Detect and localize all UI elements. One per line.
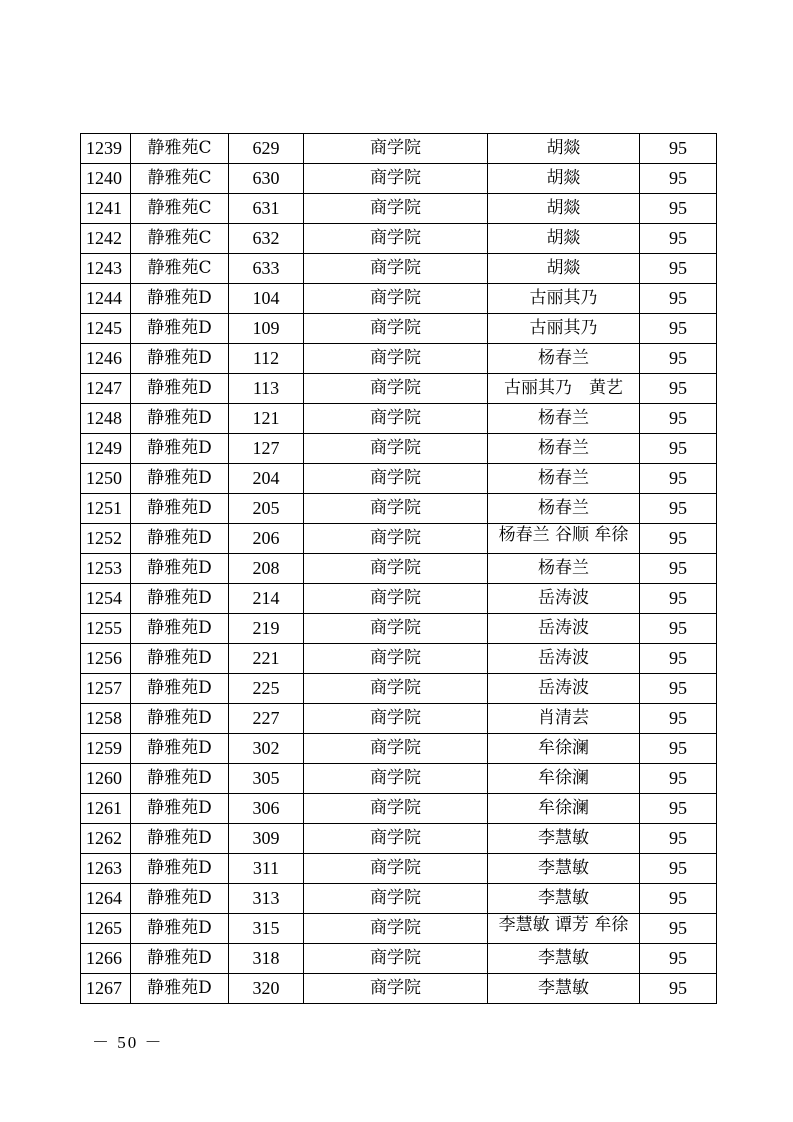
- cell-serial-number: 1255: [81, 614, 131, 644]
- cell-person-name: 李慧敏: [488, 884, 640, 914]
- cell-college: 商学院: [304, 764, 488, 794]
- cell-person-name: 牟徐澜: [488, 734, 640, 764]
- inspection-table: [80, 133, 717, 1004]
- cell-person-name: 杨春兰 谷顺 牟徐: [488, 524, 640, 554]
- cell-person-name: 胡燚: [488, 224, 640, 254]
- table-row: [81, 254, 717, 284]
- cell-person-name: 肖清芸: [488, 704, 640, 734]
- cell-serial-number: 1252: [81, 524, 131, 554]
- table-row: [81, 404, 717, 434]
- cell-score: 95: [640, 764, 717, 794]
- cell-person-name: 胡燚: [488, 164, 640, 194]
- cell-serial-number: 1251: [81, 494, 131, 524]
- cell-person-name: 胡燚: [488, 254, 640, 284]
- cell-score: 95: [640, 134, 717, 164]
- table-body: [81, 134, 717, 1004]
- cell-serial-number: 1263: [81, 854, 131, 884]
- cell-score: 95: [640, 554, 717, 584]
- table-row: [81, 974, 717, 1004]
- cell-college: 商学院: [304, 524, 488, 554]
- cell-person-name: 杨春兰: [488, 554, 640, 584]
- table-row: [81, 554, 717, 584]
- cell-building: 静雅苑D: [131, 884, 229, 914]
- table-row: [81, 164, 717, 194]
- table-row: [81, 854, 717, 884]
- cell-college: 商学院: [304, 854, 488, 884]
- table-row: [81, 284, 717, 314]
- cell-room-number: 629: [229, 134, 304, 164]
- cell-serial-number: 1242: [81, 224, 131, 254]
- cell-building: 静雅苑D: [131, 824, 229, 854]
- cell-serial-number: 1240: [81, 164, 131, 194]
- cell-room-number: 214: [229, 584, 304, 614]
- cell-serial-number: 1266: [81, 944, 131, 974]
- cell-serial-number: 1245: [81, 314, 131, 344]
- cell-room-number: 311: [229, 854, 304, 884]
- cell-college: 商学院: [304, 704, 488, 734]
- cell-room-number: 109: [229, 314, 304, 344]
- cell-serial-number: 1247: [81, 374, 131, 404]
- cell-room-number: 127: [229, 434, 304, 464]
- cell-serial-number: 1261: [81, 794, 131, 824]
- cell-college: 商学院: [304, 464, 488, 494]
- cell-room-number: 306: [229, 794, 304, 824]
- cell-score: 95: [640, 194, 717, 224]
- cell-serial-number: 1248: [81, 404, 131, 434]
- cell-building: 静雅苑D: [131, 284, 229, 314]
- cell-college: 商学院: [304, 134, 488, 164]
- cell-serial-number: 1256: [81, 644, 131, 674]
- cell-building: 静雅苑D: [131, 314, 229, 344]
- cell-room-number: 315: [229, 914, 304, 944]
- cell-score: 95: [640, 614, 717, 644]
- cell-room-number: 219: [229, 614, 304, 644]
- cell-score: 95: [640, 944, 717, 974]
- cell-score: 95: [640, 494, 717, 524]
- cell-score: 95: [640, 254, 717, 284]
- cell-person-name: 牟徐澜: [488, 794, 640, 824]
- cell-score: 95: [640, 404, 717, 434]
- cell-serial-number: 1244: [81, 284, 131, 314]
- cell-college: 商学院: [304, 554, 488, 584]
- cell-room-number: 630: [229, 164, 304, 194]
- cell-serial-number: 1253: [81, 554, 131, 584]
- cell-college: 商学院: [304, 494, 488, 524]
- cell-college: 商学院: [304, 404, 488, 434]
- cell-person-name: 牟徐澜: [488, 764, 640, 794]
- cell-college: 商学院: [304, 434, 488, 464]
- cell-college: 商学院: [304, 614, 488, 644]
- table-row: [81, 644, 717, 674]
- cell-building: 静雅苑D: [131, 794, 229, 824]
- cell-score: 95: [640, 344, 717, 374]
- cell-building: 静雅苑C: [131, 194, 229, 224]
- cell-room-number: 305: [229, 764, 304, 794]
- cell-room-number: 221: [229, 644, 304, 674]
- cell-serial-number: 1239: [81, 134, 131, 164]
- cell-person-name: 杨春兰: [488, 344, 640, 374]
- cell-room-number: 208: [229, 554, 304, 584]
- cell-college: 商学院: [304, 734, 488, 764]
- cell-person-name: 岳涛波: [488, 644, 640, 674]
- cell-serial-number: 1241: [81, 194, 131, 224]
- table-row: [81, 614, 717, 644]
- table-row: [81, 464, 717, 494]
- cell-serial-number: 1264: [81, 884, 131, 914]
- cell-room-number: 205: [229, 494, 304, 524]
- cell-college: 商学院: [304, 884, 488, 914]
- cell-college: 商学院: [304, 254, 488, 284]
- cell-college: 商学院: [304, 794, 488, 824]
- table-row: [81, 434, 717, 464]
- cell-serial-number: 1267: [81, 974, 131, 1004]
- cell-college: 商学院: [304, 944, 488, 974]
- cell-building: 静雅苑D: [131, 644, 229, 674]
- cell-person-name: 李慧敏: [488, 824, 640, 854]
- cell-score: 95: [640, 284, 717, 314]
- table-row: [81, 674, 717, 704]
- table-row: [81, 704, 717, 734]
- table-row: [81, 824, 717, 854]
- table-row: [81, 524, 717, 554]
- cell-building: 静雅苑D: [131, 764, 229, 794]
- cell-score: 95: [640, 434, 717, 464]
- cell-score: 95: [640, 374, 717, 404]
- cell-serial-number: 1243: [81, 254, 131, 284]
- cell-college: 商学院: [304, 314, 488, 344]
- table-row: [81, 914, 717, 944]
- cell-college: 商学院: [304, 914, 488, 944]
- table-row: [81, 374, 717, 404]
- cell-college: 商学院: [304, 374, 488, 404]
- table-row: [81, 944, 717, 974]
- cell-room-number: 113: [229, 374, 304, 404]
- cell-building: 静雅苑D: [131, 734, 229, 764]
- cell-score: 95: [640, 704, 717, 734]
- cell-person-name: 古丽其乃 黄艺: [488, 374, 640, 404]
- cell-college: 商学院: [304, 164, 488, 194]
- cell-building: 静雅苑D: [131, 944, 229, 974]
- cell-person-name: 杨春兰: [488, 404, 640, 434]
- page-number: － 50 －: [92, 1033, 164, 1052]
- table-row: [81, 734, 717, 764]
- cell-building: 静雅苑D: [131, 434, 229, 464]
- cell-room-number: 104: [229, 284, 304, 314]
- cell-person-name: 岳涛波: [488, 584, 640, 614]
- cell-college: 商学院: [304, 644, 488, 674]
- cell-room-number: 313: [229, 884, 304, 914]
- cell-score: 95: [640, 824, 717, 854]
- cell-person-name: 李慧敏: [488, 854, 640, 884]
- cell-room-number: 206: [229, 524, 304, 554]
- cell-room-number: 632: [229, 224, 304, 254]
- cell-score: 95: [640, 164, 717, 194]
- cell-serial-number: 1257: [81, 674, 131, 704]
- cell-college: 商学院: [304, 284, 488, 314]
- table-row: [81, 794, 717, 824]
- cell-college: 商学院: [304, 224, 488, 254]
- cell-score: 95: [640, 974, 717, 1004]
- cell-score: 95: [640, 464, 717, 494]
- cell-person-name: 李慧敏: [488, 944, 640, 974]
- cell-serial-number: 1249: [81, 434, 131, 464]
- table-row: [81, 314, 717, 344]
- cell-building: 静雅苑D: [131, 464, 229, 494]
- cell-college: 商学院: [304, 974, 488, 1004]
- cell-score: 95: [640, 644, 717, 674]
- cell-person-name: 古丽其乃: [488, 284, 640, 314]
- cell-building: 静雅苑D: [131, 554, 229, 584]
- cell-score: 95: [640, 674, 717, 704]
- table-row: [81, 194, 717, 224]
- cell-college: 商学院: [304, 194, 488, 224]
- inspection-table-container: [80, 133, 716, 1004]
- cell-score: 95: [640, 224, 717, 254]
- cell-score: 95: [640, 914, 717, 944]
- cell-room-number: 318: [229, 944, 304, 974]
- cell-serial-number: 1259: [81, 734, 131, 764]
- cell-serial-number: 1254: [81, 584, 131, 614]
- cell-person-name: 岳涛波: [488, 614, 640, 644]
- cell-serial-number: 1265: [81, 914, 131, 944]
- cell-building: 静雅苑D: [131, 854, 229, 884]
- cell-building: 静雅苑D: [131, 344, 229, 374]
- cell-building: 静雅苑C: [131, 254, 229, 284]
- cell-building: 静雅苑D: [131, 674, 229, 704]
- cell-score: 95: [640, 314, 717, 344]
- cell-score: 95: [640, 794, 717, 824]
- cell-building: 静雅苑D: [131, 494, 229, 524]
- cell-serial-number: 1246: [81, 344, 131, 374]
- cell-person-name: 杨春兰: [488, 494, 640, 524]
- cell-room-number: 121: [229, 404, 304, 434]
- cell-building: 静雅苑D: [131, 614, 229, 644]
- cell-room-number: 204: [229, 464, 304, 494]
- cell-building: 静雅苑D: [131, 404, 229, 434]
- cell-college: 商学院: [304, 824, 488, 854]
- table-row: [81, 884, 717, 914]
- cell-building: 静雅苑D: [131, 374, 229, 404]
- table-row: [81, 584, 717, 614]
- cell-college: 商学院: [304, 344, 488, 374]
- cell-serial-number: 1260: [81, 764, 131, 794]
- cell-person-name: 胡燚: [488, 194, 640, 224]
- cell-person-name: 李慧敏: [488, 974, 640, 1004]
- table-row: [81, 494, 717, 524]
- cell-score: 95: [640, 734, 717, 764]
- cell-building: 静雅苑D: [131, 704, 229, 734]
- cell-person-name: 杨春兰: [488, 464, 640, 494]
- cell-building: 静雅苑D: [131, 914, 229, 944]
- cell-building: 静雅苑C: [131, 224, 229, 254]
- cell-serial-number: 1258: [81, 704, 131, 734]
- cell-serial-number: 1262: [81, 824, 131, 854]
- cell-person-name: 岳涛波: [488, 674, 640, 704]
- cell-room-number: 112: [229, 344, 304, 374]
- cell-score: 95: [640, 854, 717, 884]
- cell-person-name: 胡燚: [488, 134, 640, 164]
- table-row: [81, 134, 717, 164]
- cell-college: 商学院: [304, 674, 488, 704]
- table-row: [81, 344, 717, 374]
- cell-score: 95: [640, 524, 717, 554]
- cell-building: 静雅苑D: [131, 974, 229, 1004]
- cell-person-name: 杨春兰: [488, 434, 640, 464]
- cell-score: 95: [640, 884, 717, 914]
- cell-room-number: 633: [229, 254, 304, 284]
- cell-building: 静雅苑C: [131, 134, 229, 164]
- cell-room-number: 302: [229, 734, 304, 764]
- cell-person-name: 古丽其乃: [488, 314, 640, 344]
- cell-building: 静雅苑D: [131, 584, 229, 614]
- cell-score: 95: [640, 584, 717, 614]
- cell-college: 商学院: [304, 584, 488, 614]
- cell-building: 静雅苑C: [131, 164, 229, 194]
- table-row: [81, 224, 717, 254]
- cell-room-number: 309: [229, 824, 304, 854]
- cell-room-number: 320: [229, 974, 304, 1004]
- cell-person-name: 李慧敏 谭芳 牟徐: [488, 914, 640, 944]
- cell-building: 静雅苑D: [131, 524, 229, 554]
- cell-room-number: 227: [229, 704, 304, 734]
- cell-room-number: 631: [229, 194, 304, 224]
- cell-room-number: 225: [229, 674, 304, 704]
- table-row: [81, 764, 717, 794]
- cell-serial-number: 1250: [81, 464, 131, 494]
